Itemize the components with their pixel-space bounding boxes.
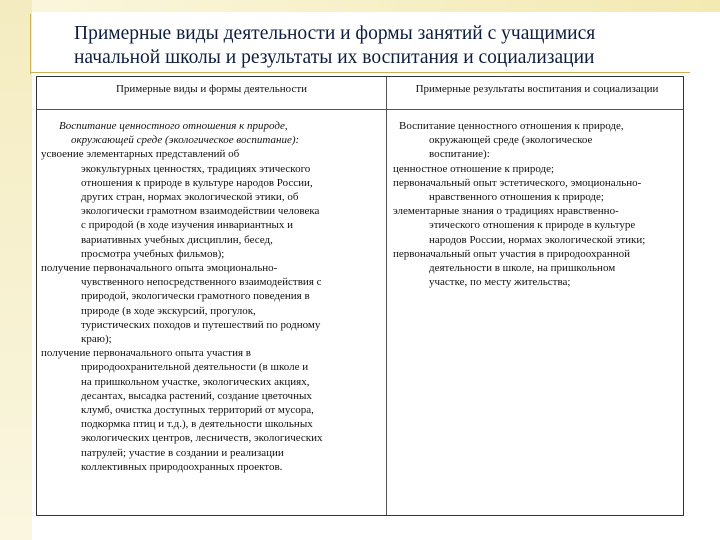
results-line: участке, по месту жительства;	[429, 276, 571, 289]
table-column-divider	[386, 77, 387, 515]
results-line: элементарные знания о традициях нравственно-	[393, 205, 619, 218]
results-column	[393, 119, 681, 289]
results-line: ценностное отношение к природе;	[393, 162, 555, 175]
activities-line: десантах, высадка растений, создание цветочных	[81, 389, 312, 402]
table-header-results: Примерные результаты воспитания и социализации	[415, 83, 659, 95]
results-line: Воспитание ценностного отношения к природе,	[399, 120, 624, 132]
activities-line: вариативных учебных дисциплин, бесед,	[81, 233, 273, 246]
activities-line: коллективных природоохранных проектов.	[81, 460, 283, 473]
activities-results-table	[36, 76, 684, 516]
results-line: воспитание):	[429, 148, 490, 161]
activities-line: подкормка птиц и т.д.), в деятельности школьных	[81, 418, 313, 431]
slide-title-line-2: начальной школы и результаты их воспитания и социализации	[74, 47, 595, 68]
activities-line: природе (в ходе экскурсий, прогулок,	[81, 304, 256, 317]
slide-title	[74, 22, 674, 70]
results-line: нравственного отношения к природе;	[429, 191, 604, 204]
title-underline-rule	[30, 72, 690, 73]
activities-line: усвоение элементарных представлений об	[41, 148, 240, 161]
activities-line: патрулей; участие в создании и реализации	[81, 446, 284, 459]
activities-line: экологических центров, лесничеств, экологических	[81, 432, 323, 445]
results-line: первоначальный опыт участия в природоохранной	[393, 247, 631, 260]
slide-title-line-1: Примерные виды деятельности и формы занятий с учащимися	[74, 23, 596, 44]
activities-line: клумб, очистка доступных территорий от мусора,	[81, 404, 314, 417]
activities-line: природой, экологически грамотного поведения в	[81, 290, 310, 303]
title-frame-vertical-rule	[30, 14, 31, 74]
activities-column	[41, 119, 381, 474]
results-line: этического отношения к природе в культуре	[429, 219, 636, 232]
activities-line: природоохранительной деятельности (в школе и	[81, 361, 309, 374]
results-line: первоначальный опыт эстетического, эмоционально-	[393, 176, 642, 189]
activities-line: чувственного непосредственного взаимодействия с	[81, 276, 322, 289]
table-header-divider	[37, 109, 683, 110]
activities-line: туристических походов и путешествий по родному	[81, 318, 321, 331]
activities-line: других стран, нормах экологической этики, об	[81, 191, 299, 204]
decorative-left-band	[0, 0, 32, 540]
activities-line: с природой (в ходе изучения инвариантных и	[81, 219, 294, 232]
activities-line: окружающей среде (экологическое воспитание):	[71, 134, 300, 147]
activities-line: экологически грамотном взаимодействии человека	[81, 205, 320, 218]
decorative-top-band	[0, 0, 720, 12]
activities-line: просмотра учебных фильмов);	[81, 247, 225, 260]
results-line: окружающей среде (экологическое	[429, 134, 593, 147]
activities-line: Воспитание ценностного отношения к природе,	[59, 120, 288, 132]
results-line: народов России, нормах экологической этики;	[429, 233, 646, 246]
results-line: деятельности в школе, на пришкольном	[429, 262, 616, 275]
activities-line: получение первоначального опыта эмоционально-	[41, 262, 278, 275]
activities-line: на пришкольном участке, экологических акциях,	[81, 375, 310, 388]
activities-line: краю);	[81, 333, 112, 346]
activities-line: получение первоначального опыта участия в	[41, 347, 252, 360]
table-header-activities: Примерные виды и формы деятельности	[115, 83, 308, 95]
activities-line: экокультурных ценностях, традициях этического	[81, 162, 311, 175]
activities-line: отношения к природе в культуре народов России,	[81, 176, 313, 189]
